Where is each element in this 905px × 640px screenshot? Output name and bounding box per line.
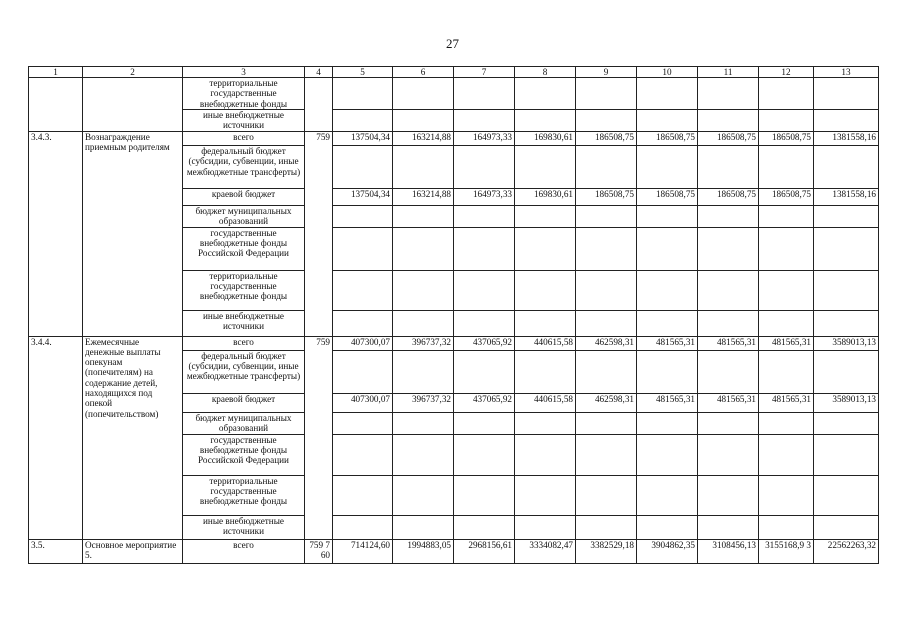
table-row [29,78,879,110]
column-number: 11 [698,67,759,78]
column-number: 2 [83,67,183,78]
value-cell: 186508,75 [637,132,698,146]
value-cell: 481565,31 [759,393,814,412]
value-cell: 1381558,16 [814,189,879,206]
value-cell: 3108456,13 [698,539,759,563]
value-cell: 186508,75 [576,189,637,206]
column-number: 1 [29,67,83,78]
kbk-code: 759 760 [305,539,333,563]
column-number: 7 [454,67,515,78]
value-cell: 3155168,9 3 [759,539,814,563]
column-number: 10 [637,67,698,78]
value-cell: 2968156,61 [454,539,515,563]
value-cell: 186508,75 [637,189,698,206]
measure-name: Ежемесячные денежные выплаты опекунам (попечителям) на содержание детей, находящихся под опекой (попечительством) [83,336,183,539]
value-cell: 396737,32 [393,336,454,350]
name-cell [83,78,183,132]
value-cell: 137504,34 [333,189,393,206]
value-cell: 137504,34 [333,132,393,146]
value-cell: 462598,31 [576,336,637,350]
funding-source: иные внебюджетные источники [183,310,305,336]
value-cell: 407300,07 [333,393,393,412]
measure-code: 3.4.4. [29,336,83,539]
column-number: 4 [305,67,333,78]
value-cell: 714124,60 [333,539,393,563]
value-cell: 481565,31 [637,393,698,412]
value-cell: 440615,58 [515,336,576,350]
column-number: 9 [576,67,637,78]
value-cell: 186508,75 [698,132,759,146]
code-cell [29,78,83,132]
measure-name: Вознаграждение приемным родителям [83,132,183,337]
funding-source: краевой бюджет [183,189,305,206]
funding-source: федеральный бюджет (субсидии, субвенции, иные межбюджетные трансферты) [183,350,305,393]
budget-table [28,66,879,564]
value-cell: 186508,75 [759,189,814,206]
funding-source: иные внебюджетные источники [183,515,305,539]
column-number: 6 [393,67,454,78]
value-cell: 169830,61 [515,132,576,146]
value-cell: 22562263,32 [814,539,879,563]
funding-source: всего [183,132,305,146]
column-number-row [29,67,879,78]
table-row [29,539,879,563]
value-cell: 1381558,16 [814,132,879,146]
value-cell: 481565,31 [637,336,698,350]
value-cell: 407300,07 [333,336,393,350]
funding-source: государственные внебюджетные фонды Российской Федерации [183,434,305,475]
value-cell: 396737,32 [393,393,454,412]
value-cell: 186508,75 [759,132,814,146]
funding-source: территориальные государственные внебюджетные фонды [183,475,305,515]
page-number: 27 [446,36,459,51]
funding-source: территориальные государственные внебюджетные фонды [183,78,305,110]
funding-source: краевой бюджет [183,393,305,412]
column-number: 5 [333,67,393,78]
column-number: 3 [183,67,305,78]
value-cell: 186508,75 [698,189,759,206]
measure-code: 3.5. [29,539,83,563]
kbk-cell [305,78,333,132]
value-cell: 440615,58 [515,393,576,412]
measure-code: 3.4.3. [29,132,83,337]
funding-source: бюджет муниципальных образований [183,206,305,228]
value-cell: 3334082,47 [515,539,576,563]
value-cell: 1994883,05 [393,539,454,563]
column-number: 13 [814,67,879,78]
value-cell: 3382529,18 [576,539,637,563]
funding-source: федеральный бюджет (субсидии, субвенции, иные межбюджетные трансферты) [183,146,305,189]
value-cell: 164973,33 [454,132,515,146]
table-row [29,132,879,146]
kbk-code: 759 [305,336,333,539]
value-cell: 3589013,13 [814,393,879,412]
kbk-code: 759 [305,132,333,337]
funding-source: государственные внебюджетные фонды Российской Федерации [183,227,305,270]
value-cell: 481565,31 [698,393,759,412]
value-cell: 163214,88 [393,189,454,206]
funding-source: всего [183,539,305,563]
column-number: 8 [515,67,576,78]
value-cell: 481565,31 [698,336,759,350]
funding-source: территориальные государственные внебюджетные фонды [183,270,305,310]
measure-name: Основное мероприятие 5. [83,539,183,563]
value-cell: 437065,92 [454,336,515,350]
table-row [29,336,879,350]
value-cell: 3589013,13 [814,336,879,350]
funding-source: всего [183,336,305,350]
value-cell: 3904862,35 [637,539,698,563]
value-cell: 462598,31 [576,393,637,412]
value-cell: 164973,33 [454,189,515,206]
funding-source: бюджет муниципальных образований [183,412,305,434]
value-cell: 169830,61 [515,189,576,206]
value-cell: 437065,92 [454,393,515,412]
value-cell: 163214,88 [393,132,454,146]
funding-source: иные внебюджетные источники [183,110,305,132]
value-cell: 186508,75 [576,132,637,146]
value-cell: 481565,31 [759,336,814,350]
column-number: 12 [759,67,814,78]
